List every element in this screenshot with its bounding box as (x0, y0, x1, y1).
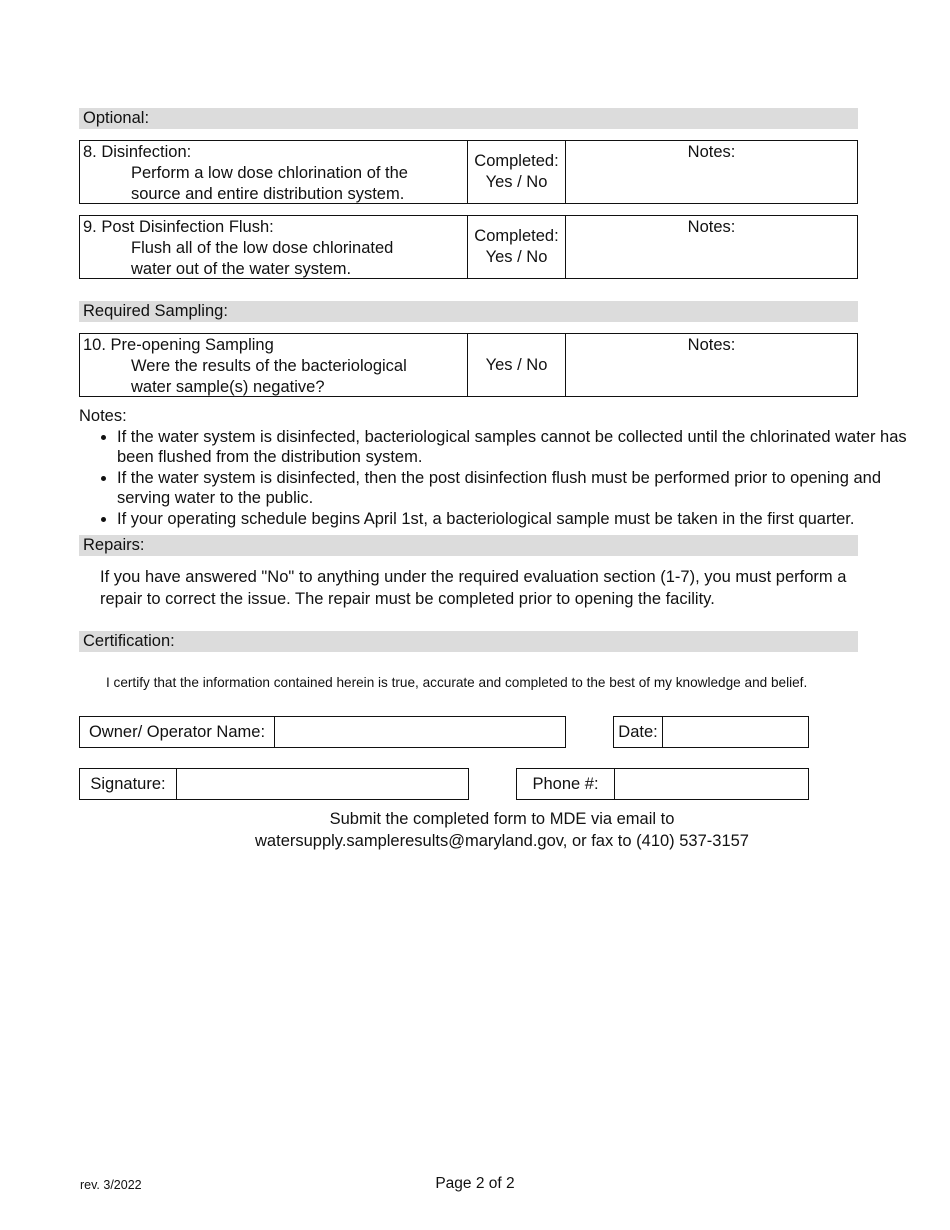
phone-label: Phone #: (517, 769, 615, 799)
submit-line: Submit the completed form to MDE via email to (329, 810, 675, 828)
yes-no-option[interactable]: Yes / No (485, 173, 548, 191)
notes-section (79, 406, 909, 529)
task-description-cell (80, 141, 468, 203)
task-post-disinfection-flush (79, 215, 858, 279)
list-item: • If the water system is disinfected, bacteriological samples cannot be collected until the chlorinated water has been flushed from the distribution system. (117, 427, 909, 468)
repairs-heading: Repairs: (79, 535, 858, 556)
task-disinfection (79, 140, 858, 204)
optional-heading: Optional: (79, 108, 858, 129)
yes-no-option[interactable]: Yes / No (485, 248, 548, 266)
phone-field (516, 768, 809, 800)
owner-operator-name-field (79, 716, 566, 748)
certification-statement: I certify that the information contained herein is true, accurate and completed to the best of my knowledge and belief. (106, 675, 808, 690)
notes-list (79, 427, 909, 530)
completed-label: Completed: (474, 152, 559, 170)
date-label: Date: (614, 717, 663, 747)
task-description-line: Were the results of the bacteriological (131, 357, 407, 375)
task-pre-opening-sampling (79, 333, 858, 397)
certification-heading: Certification: (79, 631, 858, 652)
yes-no-option[interactable]: Yes / No (485, 355, 548, 374)
completed-cell[interactable] (468, 141, 566, 203)
signature-field (79, 768, 469, 800)
notes-label: Notes: (687, 336, 736, 354)
notes-field[interactable] (566, 216, 857, 279)
owner-operator-name-input[interactable] (275, 717, 565, 747)
signature-label: Signature: (80, 769, 177, 799)
submit-line: watersupply.sampleresults@maryland.gov, or fax to (410) 537-3157 (255, 831, 749, 850)
date-input[interactable] (663, 717, 808, 747)
task-description-line: water out of the water system. (131, 260, 352, 278)
page-number: Page 2 of 2 (435, 1175, 515, 1192)
task-title: 9. Post Disinfection Flush: (83, 218, 274, 236)
owner-operator-name-label: Owner/ Operator Name: (80, 717, 275, 747)
completed-cell[interactable] (468, 216, 566, 278)
task-description-cell (80, 334, 468, 396)
notes-field[interactable] (566, 141, 857, 204)
task-description-line: Flush all of the low dose chlorinated (131, 239, 394, 257)
task-title: 8. Disinfection: (83, 143, 192, 161)
required-sampling-heading: Required Sampling: (79, 301, 858, 322)
signature-input[interactable] (177, 769, 468, 799)
phone-input[interactable] (615, 769, 808, 799)
notes-field[interactable] (566, 334, 857, 397)
list-item: • If the water system is disinfected, then the post disinfection flush must be performed prior to opening and serving water to the public. (117, 468, 909, 509)
completed-label: Completed: (474, 227, 559, 245)
task-description-cell (80, 216, 468, 278)
task-title: 10. Pre-opening Sampling (83, 336, 274, 354)
task-description-line: Perform a low dose chlorination of the (131, 164, 408, 182)
list-item: • If your operating schedule begins April 1st, a bacteriological sample must be taken in the first quarter. (117, 509, 909, 530)
revision-label: rev. 3/2022 (80, 1178, 142, 1192)
result-cell[interactable] (468, 334, 566, 396)
repairs-text: If you have answered "No" to anything under the required evaluation section (1-7), you must perform a repair to correct the issue. The repair must be completed prior to opening the facility. (100, 568, 847, 608)
notes-label: Notes: (687, 218, 736, 236)
task-description-line: source and entire distribution system. (131, 185, 405, 203)
submit-instructions (0, 809, 950, 852)
task-description-line: water sample(s) negative? (131, 378, 325, 396)
date-field (613, 716, 809, 748)
notes-label: Notes: (687, 143, 736, 161)
notes-heading: Notes: (79, 407, 127, 425)
